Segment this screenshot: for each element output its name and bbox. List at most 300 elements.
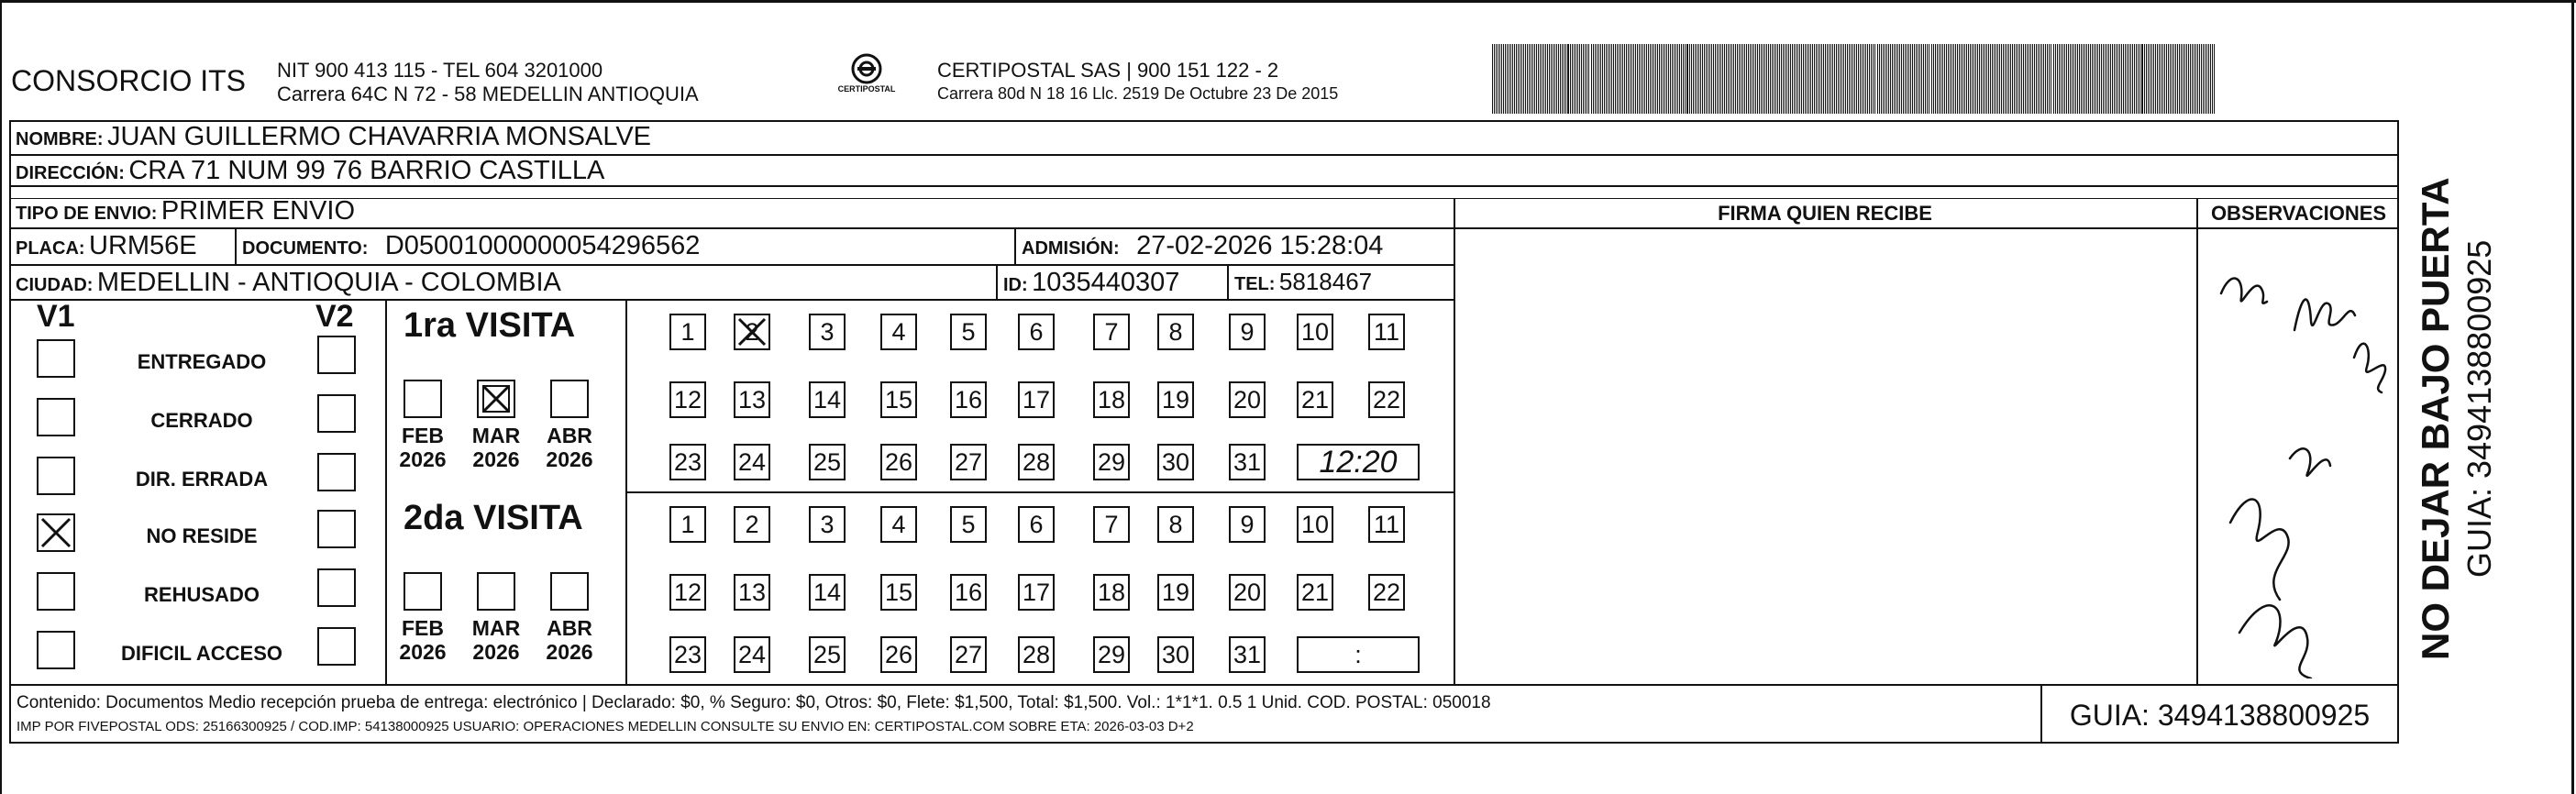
barcode-bar [2084, 44, 2085, 114]
day-cell[interactable] [1157, 314, 1194, 350]
barcode-bar [1803, 44, 1804, 114]
day-number: 25 [813, 641, 842, 668]
barcode-bar [1611, 44, 1612, 114]
barcode-bar [1695, 44, 1696, 114]
barcode-bar [1715, 44, 1716, 114]
barcode-bar [1818, 44, 1819, 114]
day-cell[interactable] [809, 506, 846, 543]
barcode-bar [1585, 44, 1586, 114]
barcode-bar [2012, 44, 2013, 114]
barcode-bar [2116, 44, 2117, 114]
barcode-bar [2019, 44, 2020, 114]
day-cell[interactable] [1229, 381, 1266, 418]
month-name: ABR [547, 616, 592, 640]
observaciones-handwriting [2203, 248, 2395, 678]
barcode-bar [1972, 44, 1973, 114]
day-cell[interactable] [880, 314, 917, 350]
barcode-bar [1959, 44, 1960, 114]
day-number: 5 [961, 318, 976, 346]
day-cell[interactable] [880, 506, 917, 543]
barcode-bar [2114, 44, 2115, 114]
barcode-bar [1744, 44, 1745, 114]
barcode-bar [2005, 44, 2006, 114]
barcode-bar [2190, 44, 2191, 114]
barcode-bar [1644, 44, 1645, 114]
certipostal-address: Carrera 80d N 18 16 Llc. 2519 De Octubre 23 De 2015 [937, 84, 1339, 103]
day-cell[interactable] [809, 636, 846, 673]
day-cell[interactable] [950, 381, 987, 418]
barcode-bar [2159, 44, 2160, 114]
barcode-bar [2168, 44, 2169, 114]
tipo-envio-label: TIPO DE ENVIO: [16, 204, 158, 224]
day-cell[interactable] [669, 636, 706, 673]
day-cell[interactable] [669, 506, 706, 543]
day-number: 2 [745, 511, 759, 538]
day-cell[interactable] [1018, 636, 1055, 673]
barcode-bar [1554, 44, 1555, 114]
day-cell[interactable] [880, 444, 917, 480]
barcode-bar [1737, 44, 1738, 114]
x-mark-icon [39, 515, 73, 550]
barcode-bar [1735, 44, 1736, 114]
barcode-bar [2184, 44, 2185, 114]
day-cell[interactable] [1093, 314, 1130, 350]
barcode-bar [2097, 44, 2098, 114]
day-cell[interactable] [1229, 444, 1266, 480]
day-cell[interactable] [880, 574, 917, 611]
barcode-bar [1856, 44, 1857, 114]
barcode-bar [1635, 44, 1636, 114]
barcode-bar [2032, 44, 2033, 114]
barcode-bar [1966, 44, 1967, 114]
barcode-bar [2208, 44, 2209, 114]
day-number: 27 [954, 448, 983, 476]
barcode-bar [1892, 44, 1893, 114]
barcode-bar [1768, 44, 1769, 114]
day-number: 30 [1161, 641, 1190, 668]
barcode-bar [1939, 44, 1940, 114]
day-cell[interactable] [1368, 574, 1405, 611]
day-cell[interactable] [734, 574, 770, 611]
barcode-bar [2164, 44, 2165, 114]
barcode-bar [1583, 44, 1584, 114]
barcode [1490, 44, 2219, 114]
barcode-bar [1501, 44, 1502, 114]
barcode-bar [1812, 44, 1813, 114]
barcode-bar [2127, 44, 2128, 114]
barcode-bar [2106, 44, 2107, 114]
day-number: 21 [1300, 579, 1330, 606]
day-cell[interactable] [880, 381, 917, 418]
barcode-bar [2010, 44, 2011, 114]
day-cell[interactable] [1229, 636, 1266, 673]
day-number: 25 [813, 448, 842, 476]
barcode-bar [1659, 44, 1660, 114]
barcode-bar [1955, 44, 1956, 114]
barcode-bar [1661, 44, 1662, 114]
barcode-bar [2195, 44, 2196, 114]
barcode-bar [2057, 44, 2058, 114]
visit-title: 1ra VISITA [404, 306, 576, 345]
v1-checkbox[interactable] [37, 398, 75, 436]
day-cell[interactable] [669, 381, 706, 418]
month-name: FEB [402, 616, 444, 640]
barcode-bar [1992, 44, 1993, 114]
barcode-bar [2099, 44, 2100, 114]
barcode-bar [2045, 44, 2046, 114]
barcode-bar [1834, 44, 1835, 114]
firma-header: FIRMA QUIEN RECIBE [1718, 202, 1932, 225]
barcode-bar [1888, 44, 1889, 114]
v1-checkbox[interactable] [37, 572, 75, 611]
day-cell[interactable] [950, 506, 987, 543]
footer-content-line: Contenido: Documentos Medio recepción prueba de entrega: electrónico | Declarado: $0, % Seguro: $0, Otros: $0, Flete: $1,500, Total: $1,500. Vol.: 1*1*1. 0.5 1 Unid. COD. POSTAL: 050018 [17, 693, 1491, 712]
day-cell[interactable] [669, 444, 706, 480]
barcode-bar [1518, 44, 1519, 114]
barcode-bar [1790, 44, 1791, 114]
day-cell[interactable] [1093, 636, 1130, 673]
day-cell[interactable] [950, 444, 987, 480]
barcode-bar [1706, 44, 1707, 114]
barcode-bar [1946, 44, 1947, 114]
barcode-bar [2170, 44, 2171, 114]
day-cell[interactable] [1093, 444, 1130, 480]
day-number: 17 [1022, 579, 1051, 606]
documento-field [242, 231, 700, 261]
barcode-bar [1717, 44, 1718, 114]
day-number: 31 [1233, 448, 1262, 476]
day-cell[interactable] [734, 506, 770, 543]
day-cell[interactable] [1157, 574, 1194, 611]
barcode-bar [1964, 44, 1965, 114]
month-checkbox[interactable] [404, 572, 442, 611]
barcode-bar [1775, 44, 1776, 114]
barcode-bar [1693, 44, 1694, 114]
month-year: 2026 [472, 447, 520, 471]
day-cell[interactable] [734, 314, 770, 350]
barcode-bar [1622, 44, 1623, 114]
day-number: 24 [737, 448, 767, 476]
day-cell[interactable] [1229, 314, 1266, 350]
placa-value: URM56E [89, 231, 197, 260]
month-checkbox[interactable] [550, 380, 589, 418]
placa-field [16, 231, 197, 261]
id-label: ID: [1003, 275, 1028, 295]
day-number: 27 [954, 641, 983, 668]
barcode-bar [1912, 44, 1913, 114]
day-cell[interactable] [1157, 506, 1194, 543]
barcode-bar [1764, 44, 1765, 114]
barcode-bar [2041, 44, 2042, 114]
direccion-field [16, 156, 604, 186]
day-cell[interactable] [1093, 574, 1130, 611]
month-name: ABR [547, 424, 592, 447]
barcode-bar [1525, 44, 1526, 114]
day-number: 20 [1233, 579, 1262, 606]
v2-checkbox[interactable] [317, 510, 356, 548]
barcode-bar [1630, 44, 1631, 114]
barcode-bar [2125, 44, 2126, 114]
day-number: 5 [961, 511, 976, 538]
barcode-bar [2173, 44, 2174, 114]
barcode-bar [1516, 44, 1517, 114]
day-cell[interactable] [1018, 444, 1055, 480]
barcode-bar [1816, 44, 1817, 114]
day-number: 19 [1161, 579, 1190, 606]
barcode-bar [1781, 44, 1782, 114]
visit-time-value: 12:20 [1319, 445, 1398, 480]
month-name: MAR [471, 424, 521, 447]
barcode-bar [1617, 44, 1618, 114]
day-cell[interactable] [1368, 381, 1405, 418]
barcode-bar [2070, 44, 2071, 114]
barcode-bar [2141, 44, 2143, 114]
barcode-bar [1794, 44, 1795, 114]
barcode-bar [1883, 44, 1884, 114]
day-cell[interactable] [1018, 314, 1055, 350]
barcode-bar [1724, 44, 1725, 114]
day-cell[interactable] [1297, 314, 1333, 350]
barcode-bar [1761, 44, 1762, 114]
day-number: 7 [1104, 511, 1119, 538]
barcode-bar [2203, 44, 2204, 114]
v2-checkbox[interactable] [317, 394, 356, 433]
barcode-bar [1808, 44, 1809, 114]
day-number: 4 [891, 511, 906, 538]
barcode-bar [2073, 44, 2074, 114]
tel-value: 5818467 [1278, 268, 1373, 295]
barcode-bar [1565, 44, 1566, 114]
barcode-bar [1657, 44, 1658, 114]
month-checkbox[interactable] [477, 380, 515, 418]
barcode-bar [1881, 44, 1882, 114]
barcode-bar [2212, 44, 2213, 114]
barcode-bar [1807, 44, 1808, 114]
barcode-bar [1899, 44, 1900, 114]
barcode-bar [1691, 44, 1692, 114]
day-cell[interactable] [1229, 574, 1266, 611]
day-cell[interactable] [1018, 506, 1055, 543]
month-checkbox[interactable] [404, 380, 442, 418]
direccion-value: CRA 71 NUM 99 76 BARRIO CASTILLA [128, 156, 605, 185]
barcode-bar [2136, 44, 2137, 114]
barcode-bar [1558, 44, 1559, 114]
v1-label: V1 [37, 299, 75, 334]
tipo-envio-field [16, 196, 355, 226]
barcode-bar [1957, 44, 1958, 114]
day-number: 10 [1300, 318, 1330, 346]
day-cell[interactable] [809, 381, 846, 418]
barcode-bar [2186, 44, 2187, 114]
day-cell[interactable] [1157, 636, 1194, 673]
barcode-bar [1543, 44, 1544, 114]
barcode-bar [1602, 44, 1603, 114]
barcode-bar [1711, 44, 1712, 114]
barcode-bar [1968, 44, 1969, 114]
barcode-bar [1988, 44, 1989, 114]
barcode-bar [1726, 44, 1727, 114]
barcode-bar [1788, 44, 1789, 114]
day-cell[interactable] [809, 444, 846, 480]
day-cell[interactable] [1368, 314, 1405, 350]
barcode-bar [2055, 44, 2056, 114]
barcode-bar [1753, 44, 1754, 114]
day-cell[interactable] [734, 636, 770, 673]
day-cell[interactable] [1093, 381, 1130, 418]
v2-checkbox[interactable] [317, 627, 356, 666]
day-cell[interactable] [734, 444, 770, 480]
month-checkbox[interactable] [550, 572, 589, 611]
barcode-bar [1547, 44, 1548, 114]
barcode-bar [1700, 44, 1701, 114]
day-number: 22 [1372, 386, 1401, 414]
barcode-bar [1624, 44, 1625, 114]
barcode-bar [2210, 44, 2211, 114]
day-number: 12 [673, 386, 702, 414]
day-cell[interactable] [1297, 381, 1333, 418]
barcode-bar [1979, 44, 1980, 114]
day-cell[interactable] [734, 381, 770, 418]
barcode-bar [1579, 44, 1580, 114]
day-cell[interactable] [809, 314, 846, 350]
day-cell[interactable] [880, 636, 917, 673]
barcode-bar [1570, 44, 1571, 114]
x-mark-icon [735, 315, 768, 348]
barcode-bar [1534, 44, 1535, 114]
barcode-bar [1677, 44, 1678, 114]
month-name: FEB [402, 424, 444, 447]
barcode-bar [2090, 44, 2091, 114]
barcode-bar [1681, 44, 1682, 114]
v2-checkbox[interactable] [317, 568, 356, 607]
barcode-bar [1805, 44, 1806, 114]
visit-time[interactable] [1297, 444, 1420, 480]
barcode-bar [1845, 44, 1846, 114]
admision-field [1022, 231, 1383, 261]
barcode-bar [1588, 44, 1589, 114]
status-option-label: DIR. ERRADA [135, 468, 269, 491]
barcode-bar [1927, 44, 1928, 114]
barcode-bar [1600, 44, 1601, 114]
barcode-bar [2038, 44, 2039, 114]
day-cell[interactable] [669, 314, 706, 350]
barcode-bar [2112, 44, 2113, 114]
documento-label: DOCUMENTO: [242, 238, 369, 259]
status-option-label: CERRADO [150, 409, 253, 432]
certipostal-logo-text: CERTIPOSTAL [837, 84, 896, 94]
day-number: 2 [745, 318, 759, 346]
barcode-bar [1512, 44, 1513, 114]
day-number: 11 [1373, 511, 1400, 538]
company-nit-tel: NIT 900 413 115 - TEL 604 3201000 [277, 59, 603, 82]
barcode-bar [1942, 44, 1943, 114]
barcode-bar [1689, 44, 1690, 114]
v2-checkbox[interactable] [317, 453, 356, 491]
v1-checkbox[interactable] [37, 631, 75, 669]
day-number: 13 [737, 579, 767, 606]
barcode-bar [1574, 44, 1575, 114]
barcode-bar [1940, 44, 1941, 114]
visit-time[interactable] [1297, 636, 1420, 673]
barcode-bar [2130, 44, 2131, 114]
day-cell[interactable] [1229, 506, 1266, 543]
barcode-bar [2077, 44, 2078, 114]
v1-checkbox[interactable] [37, 339, 75, 378]
day-cell[interactable] [950, 636, 987, 673]
barcode-bar [1779, 44, 1780, 114]
day-cell[interactable] [1018, 574, 1055, 611]
day-cell[interactable] [1297, 506, 1333, 543]
day-cell[interactable] [950, 574, 987, 611]
barcode-bar [1797, 44, 1798, 114]
day-cell[interactable] [1018, 381, 1055, 418]
barcode-bar [2083, 44, 2084, 114]
barcode-bar [2192, 44, 2193, 114]
day-cell[interactable] [1093, 506, 1130, 543]
day-number: 16 [954, 386, 983, 414]
day-number: 17 [1022, 386, 1051, 414]
barcode-bar [1628, 44, 1629, 114]
barcode-bar [2175, 44, 2176, 114]
id-field [1003, 268, 1179, 298]
day-cell[interactable] [1157, 381, 1194, 418]
nombre-value: JUAN GUILLERMO CHAVARRIA MONSALVE [107, 122, 652, 151]
footer-imp-line: IMP POR FIVEPOSTAL ODS: 25166300925 / COD.IMP: 54138000925 USUARIO: OPERACIONES MEDELLIN CONSULTE SU ENVIO EN: CERTIPOSTAL.COM SOBRE ETA: 2026-03-03 D+2 [17, 719, 1194, 734]
barcode-bar [1514, 44, 1515, 114]
day-number: 18 [1097, 579, 1126, 606]
barcode-bar [2036, 44, 2037, 114]
day-cell[interactable] [1297, 574, 1333, 611]
barcode-bar [1905, 44, 1906, 114]
barcode-bar [2008, 44, 2009, 114]
v2-label: V2 [315, 299, 354, 334]
barcode-bar [2138, 44, 2139, 114]
barcode-bar [1686, 44, 1688, 114]
barcode-bar [1830, 44, 1831, 114]
barcode-bar [1923, 44, 1924, 114]
barcode-bar [1792, 44, 1793, 114]
day-cell[interactable] [950, 314, 987, 350]
certipostal-logo [830, 53, 903, 108]
month-year: 2026 [399, 640, 447, 664]
barcode-bar [1626, 44, 1627, 114]
day-number: 7 [1104, 318, 1119, 346]
barcode-bar [1801, 44, 1802, 114]
day-cell[interactable] [669, 574, 706, 611]
barcode-bar [1877, 44, 1878, 114]
barcode-bar [1925, 44, 1926, 114]
v2-checkbox[interactable] [317, 336, 356, 374]
barcode-bar [1613, 44, 1614, 114]
month-checkbox[interactable] [477, 572, 515, 611]
day-cell[interactable] [1157, 444, 1194, 480]
id-value: 1035440307 [1032, 268, 1180, 297]
day-cell[interactable] [1368, 506, 1405, 543]
v1-checkbox[interactable] [37, 457, 75, 495]
day-number: 29 [1097, 448, 1126, 476]
barcode-bar [1786, 44, 1787, 114]
tel-label: TEL: [1234, 274, 1276, 294]
barcode-bar [1577, 44, 1578, 114]
v1-checkbox[interactable] [37, 513, 75, 552]
barcode-bar [1908, 44, 1909, 114]
barcode-bar [1825, 44, 1826, 114]
barcode-bar [1814, 44, 1815, 114]
day-cell[interactable] [809, 574, 846, 611]
admision-value: 27-02-2026 15:28:04 [1136, 231, 1384, 260]
barcode-bar [1650, 44, 1651, 114]
barcode-bar [1529, 44, 1530, 114]
